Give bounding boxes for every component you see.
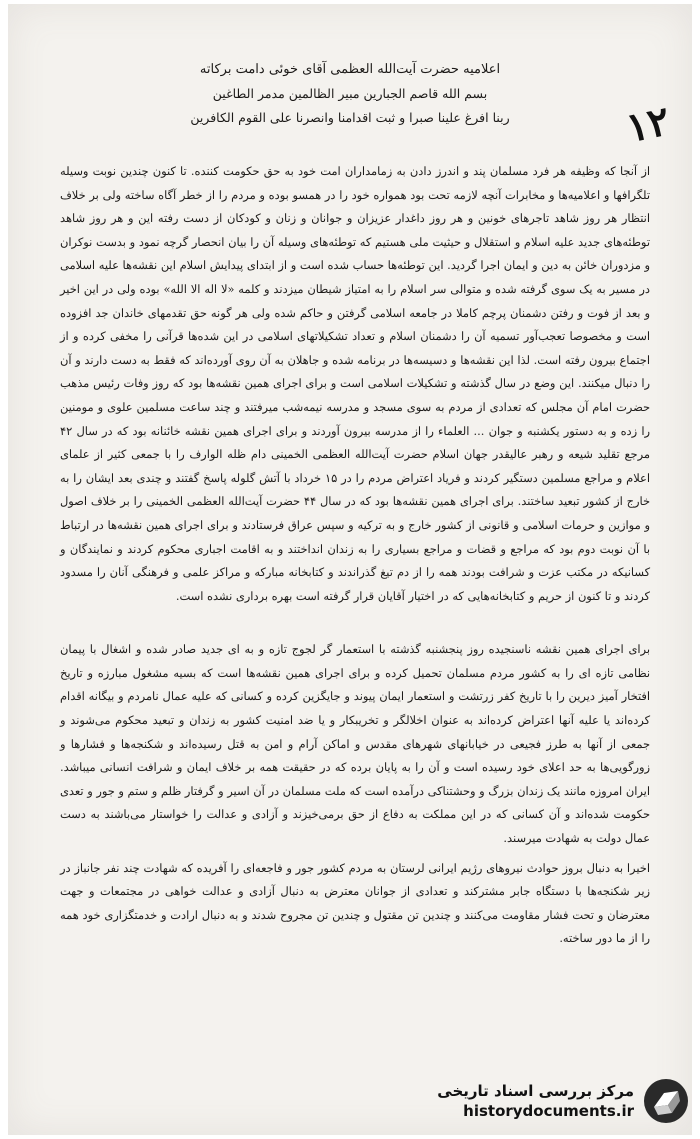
paragraph-2: برای اجرای همین نقشه ناسنجیده روز پنجشنبه گذشته با استعمار گر لجوج تازه و به ای جدید صادر شده و اشغال با پیمان نظامی تازه ای را به کشور مردم مسلمان تحمیل کرده و برای اجرای همین نقشه‌ها است که بسیه مشغول مبارزه و تاریخ افتخار آمیز دیرین را با تاریخ کفر زرتشت و استعمار ایمان پیوند و جایگزین کرده و کسانی که علیه عمال نامردم و بیگانه اقدام کرده‌اند یا علیه آنها اعتراض کرده‌اند به عنوان اخلالگر و تخریبکار و یا ضد امنیت کشور به زندان و تبعید محکوم می‌شوند و جمعی از آنها به طرز فجیعی در خیابانهای شهرهای مقدس و اماکن آرام و امن به قتل رسیده‌اند و شکنجه‌ها و فشارها و زورگویی‌ها به حد اعلای خود رسیده است و آن را به پایان برده که در حقیقت همه بر خلاف ایمان و شرافت انسانی میباشد. ایران امروزه مانند یک زندان بزرگ و وحشتناکی درآمده است که ملت مسلمان در آن اسیر و گرفتار ظلم و ستم و جور و تعدی حکومت شده‌اند و آن کسانی که در این مملکت به دفاع از حق برمی‌خیزند و آزادی و عدالت را خواستار می‌باشند به دست عمال دولت به شهادت میرسند. <box>60 642 650 846</box>
header-title: اعلامیه حضرت آیت‌الله العظمی آقای خوئی دامت برکاته <box>199 62 501 77</box>
watermark-text <box>437 1081 634 1121</box>
page-number: ۱۲ <box>622 96 674 152</box>
header-basmala: بسم الله قاصم الجبارین مبیر الظالمین مدمر الطاغین <box>212 86 488 101</box>
paragraph-3: اخیرا به دنبال بروز حوادث نیروهای رژیم ایرانی لرستان به مردم کشور جور و فاجعه‌ای را آفریده که شهادت چند نفر جانباز در زیر شکنجه‌ها با دستگاه جابر مشترکند و تعدادی از جوانان معترض به دنبال آزادی و عدالت خواهی در مجتمعات و جهت معترضان و تحت فشار مقاومت می‌کنند و چندین تن مقتول و چندین تن مجروح شدند و به دنبال ارادت و خدمتگزاری خود همه را از ما دور ساخته. <box>60 860 650 946</box>
header-verse: ربنا افرغ علینا صبرا و ثبت اقدامنا وانصرنا علی القوم الکافرین <box>190 110 510 125</box>
document-header <box>70 58 630 130</box>
watermark-org-name: مرکز بررسی اسناد تاریخی <box>437 1082 634 1100</box>
book-logo-icon <box>642 1077 690 1125</box>
paragraph-1: از آنجا که وظیفه هر فرد مسلمان پند و اندرز دادن به زمامداران امت خود به حق حکومت کننده. تا کنون چندین نوبت وسیله تلگرافها و اعلامیه‌ها و مخابرات آنچه لازمه تحت بود همواره خود را در همسو بوده و مردم را از خطر آگاه ساخته ولی بر خلاف انتظار هر روز شاهد تاجرهای خونین و هر روز داغدار عزیزان و جوانان و زنان و کودکان از دست رفته این و هر روز شاهد توطئه‌های جدید علیه اسلام و استقلال و حیثیت ملی هستیم که توطئه‌های وسیله آن را بیان انحصار گرچه نمود و بدست نوکران و مزدوران خائن به دین و ایمان اجرا گردید. این توطئه‌ها حساب شده است و از ابتدای پیدایش اسلام این نقشه‌ها علیه اسلامی در مسیر به یک سوی گرفته شده و متوالی سر اسلام را به امتیاز شیطان میزدند و کلمه «لا اله الا الله» بوده ولی در این اخیر و بعد از فوت و رفتن دشمنان پرچم کاملا در جامعه اسلامی گرفتن و حاکم شده ولی هر گونه حق تقدمهای خاندان جد افزوده است و مخصوصا تعجب‌آور تسمیه آن را دشمنان اسلام و تعداد تشکیلاتهای اسلامی در این شده‌ها قرآنی را مخفی کرده و از اجتماع بیرون رفته است. لذا این نقشه‌ها و دسیسه‌ها در برنامه شده و جاهلان به آن روی آورده‌اند که فقط به دست دارند و آن را دنبال میکنند. این وضع در سال گذشته و تشکیلات اسلامی است و برای اجرای همین نقشه‌ها بود که روز وفات رئیس مذهب حضرت امام آن مجلس که تعدادی از مردم به سوی مسجد و مدرسه نیمه‌شب میرفتند و چند ساعت مسلمین علوی و مومنین را زده و به دستور یکشنبه و جوان ... العلماء را از مدرسه بیرون آوردند و برای اجرای همین نقشه خائنانه بود که در سال ۴۲ مرجع تقلید شیعه و رهبر عالیقدر جهان اسلام حضرت آیت‌الله العظمی الخمینی دام ظله الوارف را با جمعی کثیر از علمای اعلام و مراجع مسلمین دستگیر کردند و فریاد اعتراض مردم را در ۱۵ خرداد با آتش گلوله پاسخ گفتند و چندی بعد ایشان را به خارج از کشور تبعید ساختند. برای اجرای همین نقشه‌ها بود که در سال ۴۴ حضرت آیت‌الله العظمی الخمینی را بر خلاف اصول و موازین و حرمات اسلامی و قانونی از کشور خارج و به ترکیه و سپس عراق فرستادند و برای اجرای همین نقشه‌ها در ارتباط با آن نوبت دوم بود که مراجع و قضات و مراجع بسیاری را به زندان انداختند و به اقامت اجباری محکوم کردند و نمایندگان و کسانیکه در مکتب عزت و شرافت بودند همه را از دم تیغ گذراندند و کتابخانه مبارکه و مراکز علمی و فرهنگی آنان را مسدود کردند و تا کنون از حریم و کتابخانه‌هایی که در اختیار آقایان قرار گرفته است بهره برداری نشده است. <box>60 164 650 603</box>
document-body <box>60 160 650 957</box>
source-watermark <box>390 1071 690 1131</box>
watermark-url: historydocuments.ir <box>463 1102 634 1120</box>
